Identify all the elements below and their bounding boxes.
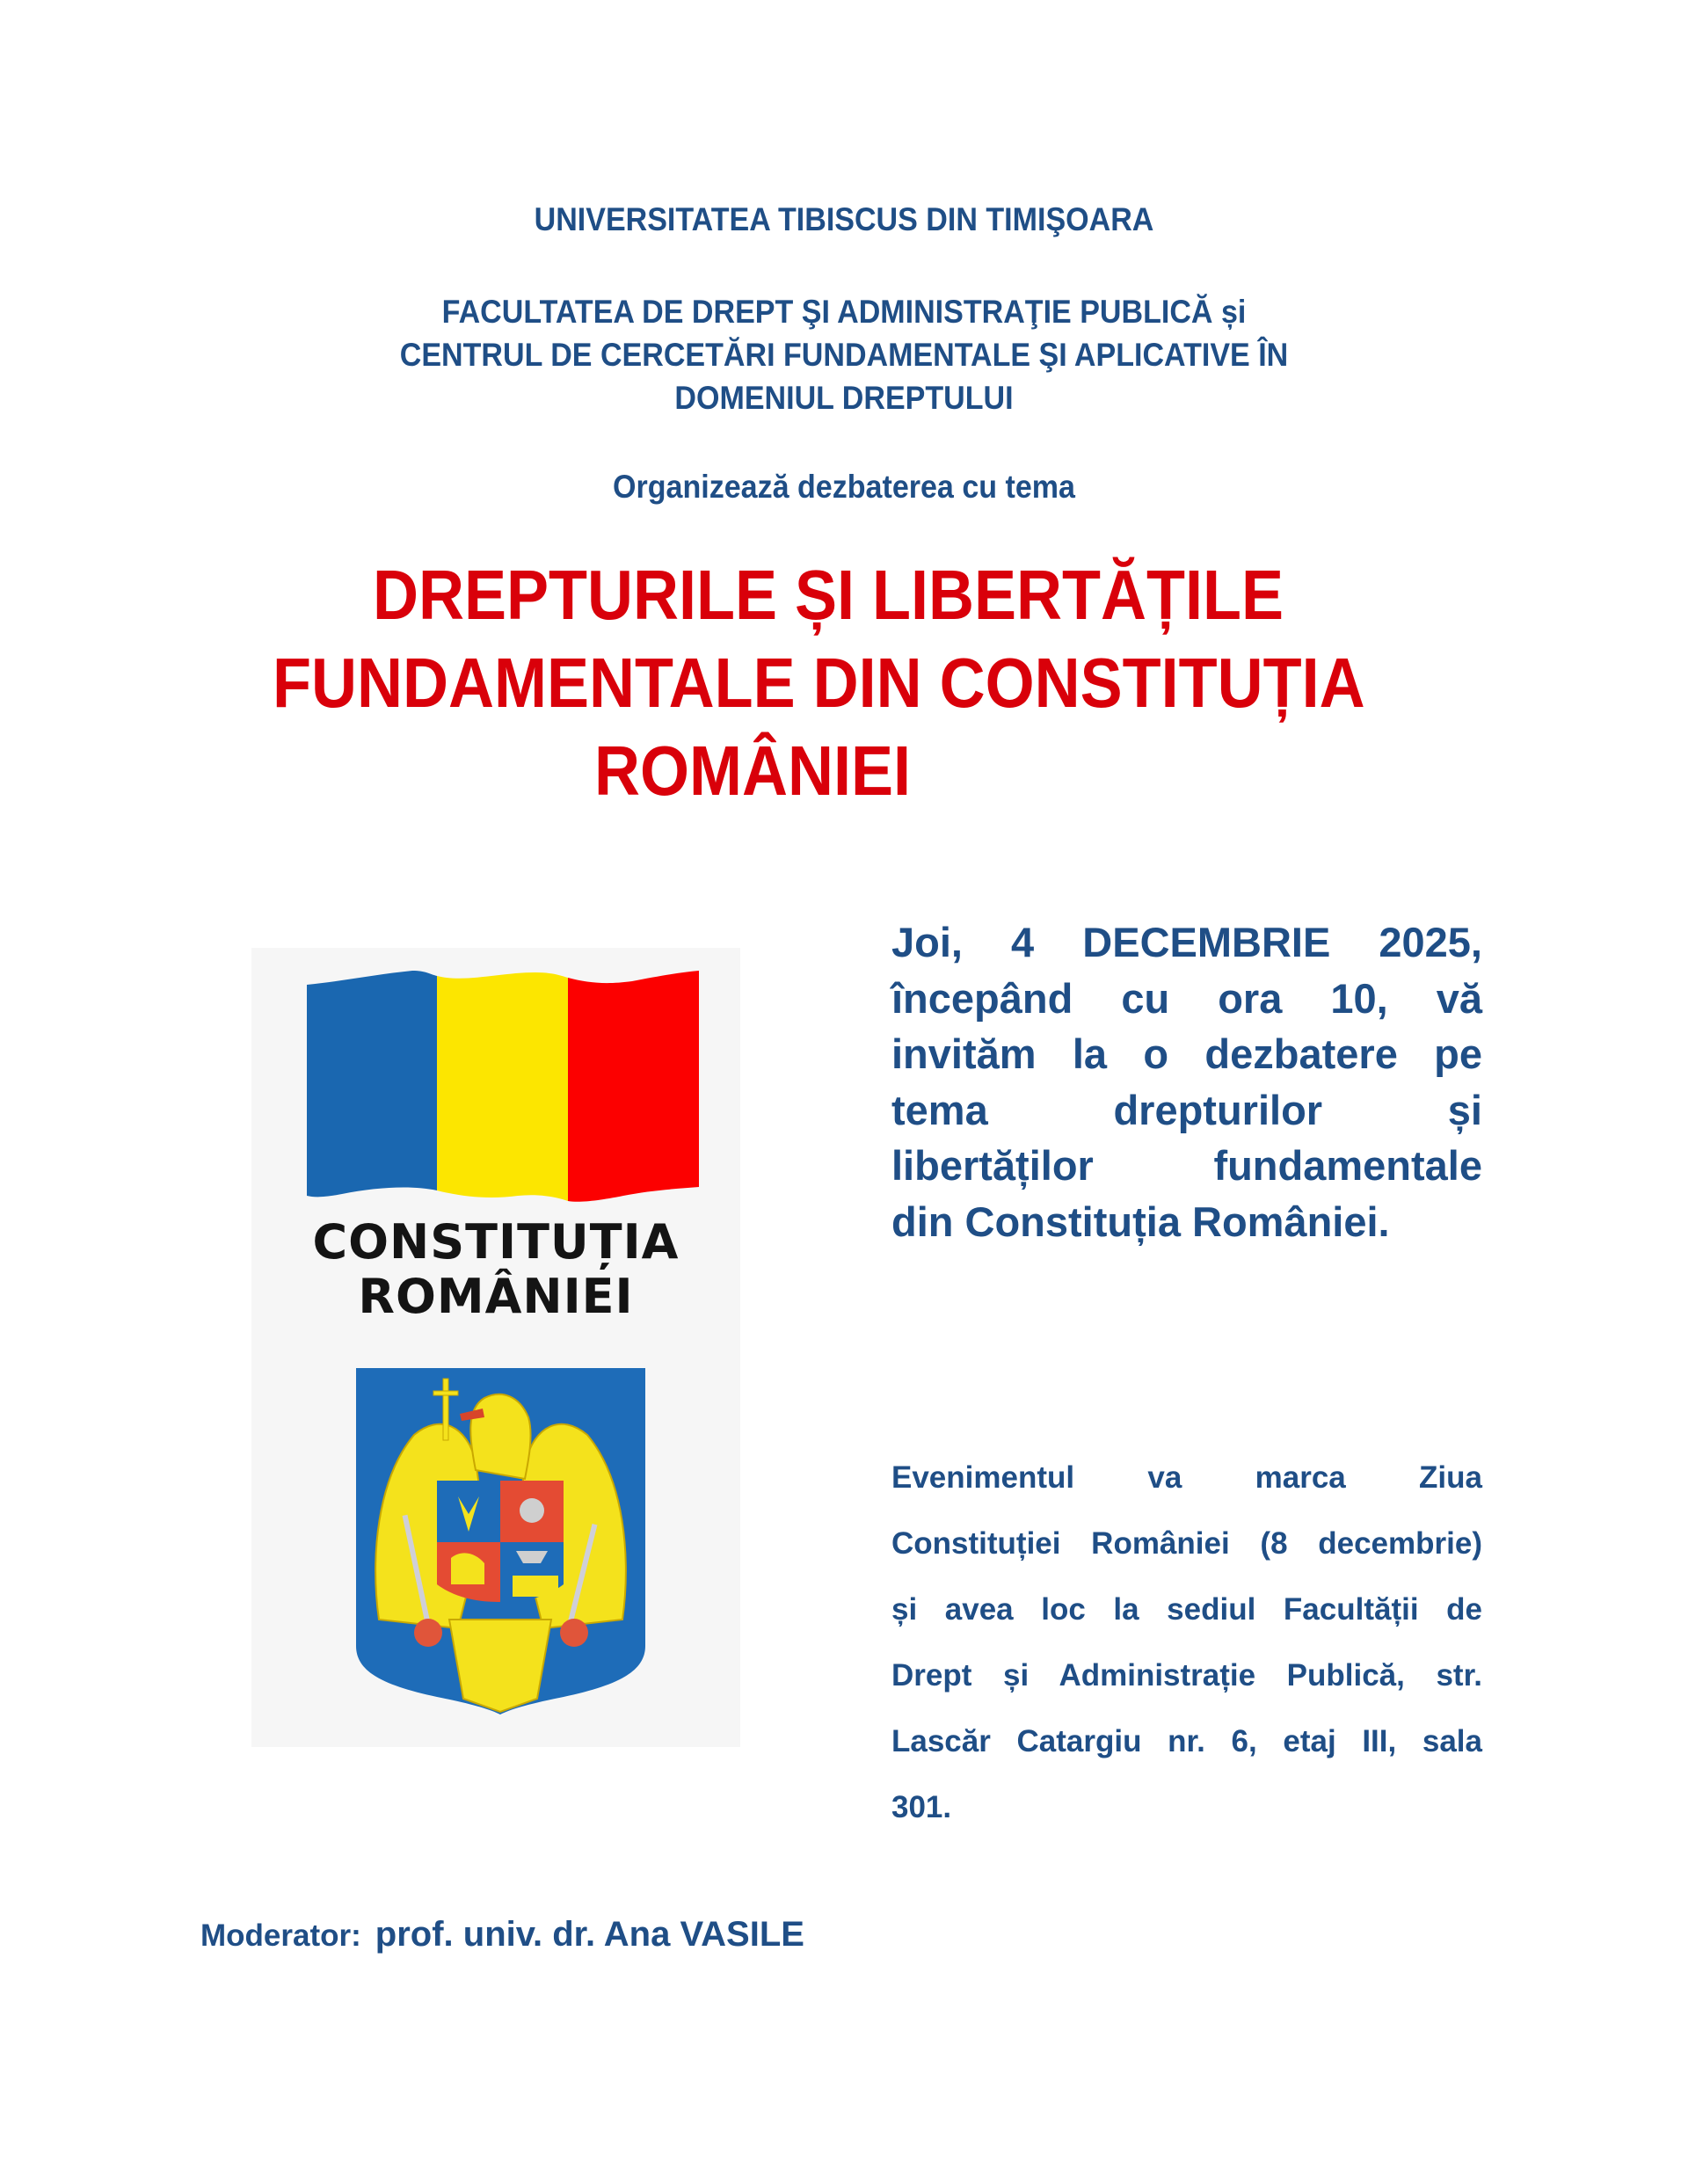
details-line: Lascăr Catargiu nr. 6, etaj III, sala xyxy=(891,1724,1482,1758)
university-name: UNIVERSITATEA TIBISCUS DIN TIMIŞOARA xyxy=(534,201,1154,237)
invitation-paragraph xyxy=(891,914,1482,1249)
details-line: 301. xyxy=(891,1790,952,1824)
invitation-line: invităm la o dezbatere pe xyxy=(891,1030,1482,1077)
image-caption-line-2: ROMÂNIEI xyxy=(358,1269,634,1324)
invitation-line: Joi, 4 DECEMBRIE 2025, xyxy=(891,919,1482,965)
faculty-line-1: FACULTATEA DE DREPT ŞI ADMINISTRAŢIE PUBLICĂ și xyxy=(441,294,1247,330)
faculty-line-2: CENTRUL DE CERCETĂRI FUNDAMENTALE ŞI APLICATIVE ÎN xyxy=(399,337,1289,373)
details-line: Drept și Administrație Publică, str. xyxy=(891,1658,1482,1693)
invitation-line: libertăților fundamentale xyxy=(891,1142,1482,1189)
image-caption-line-1: CONSTITUȚIA xyxy=(312,1214,680,1270)
moderator-label: Moderator: xyxy=(200,1918,361,1953)
event-title-line-3: ROMÂNIEI xyxy=(594,732,911,810)
event-title-line-2: FUNDAMENTALE DIN CONSTITUȚIA xyxy=(273,644,1365,722)
invitation-line: din Constituția României. xyxy=(891,1198,1390,1245)
details-line: și avea loc la sediul Facultății de xyxy=(891,1592,1482,1627)
event-details-paragraph xyxy=(891,1445,1482,1840)
faculty-line-3: DOMENIUL DREPTULUI xyxy=(674,380,1014,416)
details-line: Constituției României (8 decembrie) xyxy=(891,1526,1482,1561)
event-title-line-1: DREPTURILE ȘI LIBERTĂȚILE xyxy=(373,556,1284,634)
invitation-line: tema drepturilor și xyxy=(891,1086,1482,1133)
organizes-text: Organizează dezbaterea cu tema xyxy=(613,469,1075,505)
constitution-image xyxy=(251,948,740,1747)
romanian-flag-icon xyxy=(307,971,699,1203)
moderator xyxy=(200,1915,804,1955)
invitation-line: începând cu ora 10, vă xyxy=(891,974,1482,1022)
details-line: Evenimentul va marca Ziua xyxy=(891,1460,1482,1495)
coat-of-arms-icon xyxy=(353,1365,649,1714)
moderator-name: prof. univ. dr. Ana VASILE xyxy=(375,1915,804,1954)
